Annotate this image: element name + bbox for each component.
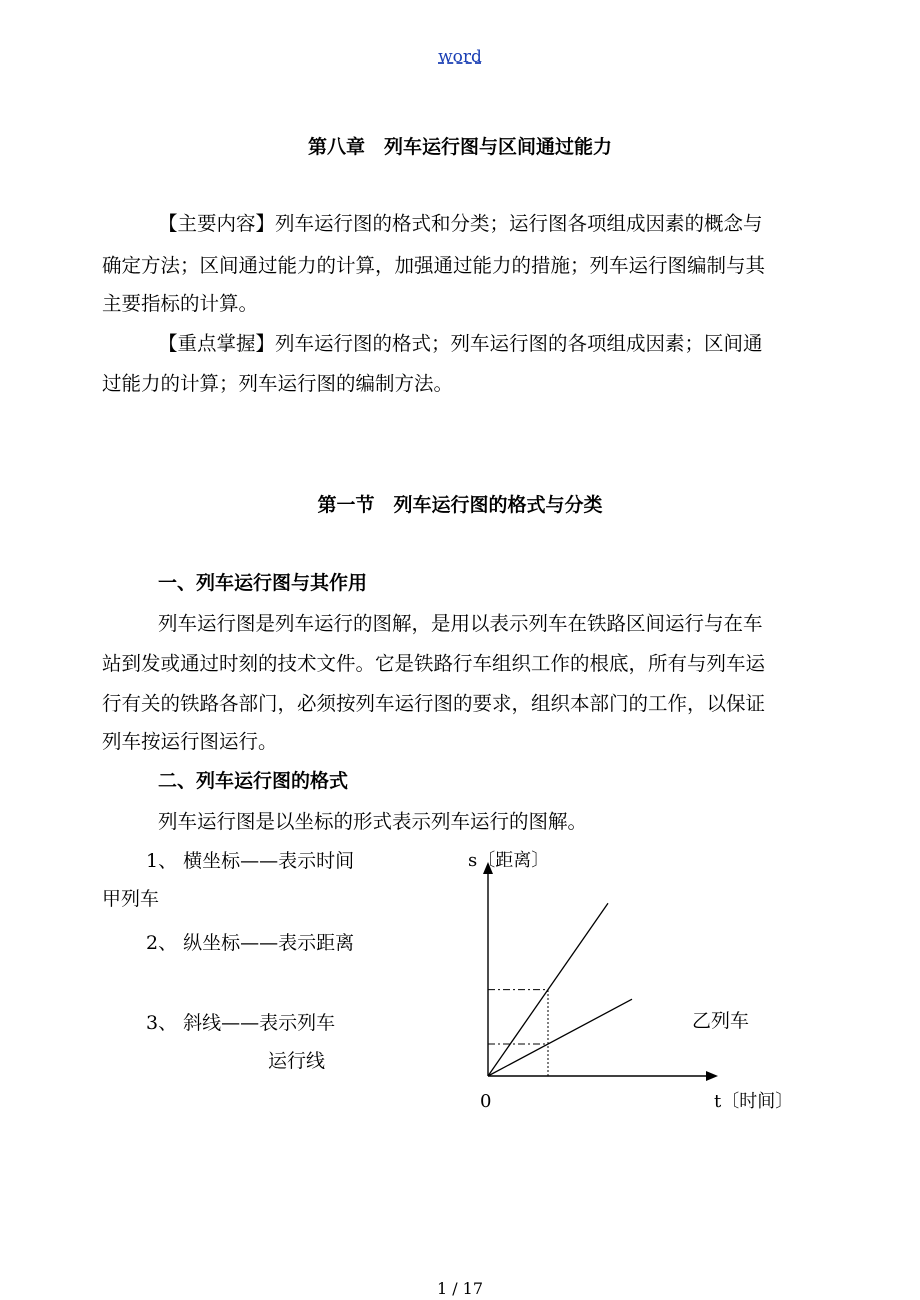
origin-label: 0 (480, 1091, 492, 1112)
series-line-2 (488, 999, 632, 1076)
legend-item-3-cont: 运行线 (268, 1050, 326, 1072)
legend-item-1: 1、 横坐标——表示时间 (146, 850, 355, 872)
legend-item-2: 2、 纵坐标——表示距离 (146, 932, 355, 954)
legend-item-3: 3、 斜线——表示列车 (146, 1012, 336, 1034)
part1-heading: 一、列车运行图与其作用 (158, 572, 368, 594)
page-number: 1 / 17 (436, 1279, 484, 1298)
part1-line-2: 站到发或通过时刻的技术文件。它是铁路行车组织工作的根底，所有与列车运 (102, 652, 766, 675)
key-points-line-1: 【重点掌握】列车运行图的格式；列车运行图的各项组成因素；区间通 (158, 332, 763, 355)
key-points-line-2: 过能力的计算；列车运行图的编制方法。 (102, 372, 454, 395)
part2-intro: 列车运行图是以坐标的形式表示列车运行的图解。 (158, 810, 588, 833)
y-axis-label: s〔距离〕 (468, 850, 550, 871)
part1-line-1: 列车运行图是列车运行的图解，是用以表示列车在铁路区间运行与在车 (158, 612, 763, 635)
series-label-yi: 乙列车 (692, 1010, 750, 1032)
main-content-line-3: 主要指标的计算。 (102, 292, 259, 315)
x-axis-arrow (706, 1071, 718, 1081)
part2-heading: 二、列车运行图的格式 (158, 770, 349, 792)
header-word-link[interactable]: word (438, 47, 482, 67)
main-content-line-1: 【主要内容】列车运行图的格式和分类；运行图各项组成因素的概念与 (158, 212, 763, 235)
chapter-title: 第八章 列车运行图与区间通过能力 (307, 136, 612, 158)
x-axis-label: t〔时间〕 (714, 1091, 794, 1112)
series-label-jia: 甲列车 (102, 888, 160, 910)
part1-line-3: 行有关的铁路各部门，必须按列车运行图的要求，组织本部门的工作，以保证 (102, 692, 766, 715)
part1-line-4: 列车按运行图运行。 (102, 730, 278, 753)
section-title: 第一节 列车运行图的格式与分类 (317, 494, 603, 516)
main-content-line-2: 确定方法；区间通过能力的计算，加强通过能力的措施；列车运行图编制与其 (102, 254, 766, 277)
